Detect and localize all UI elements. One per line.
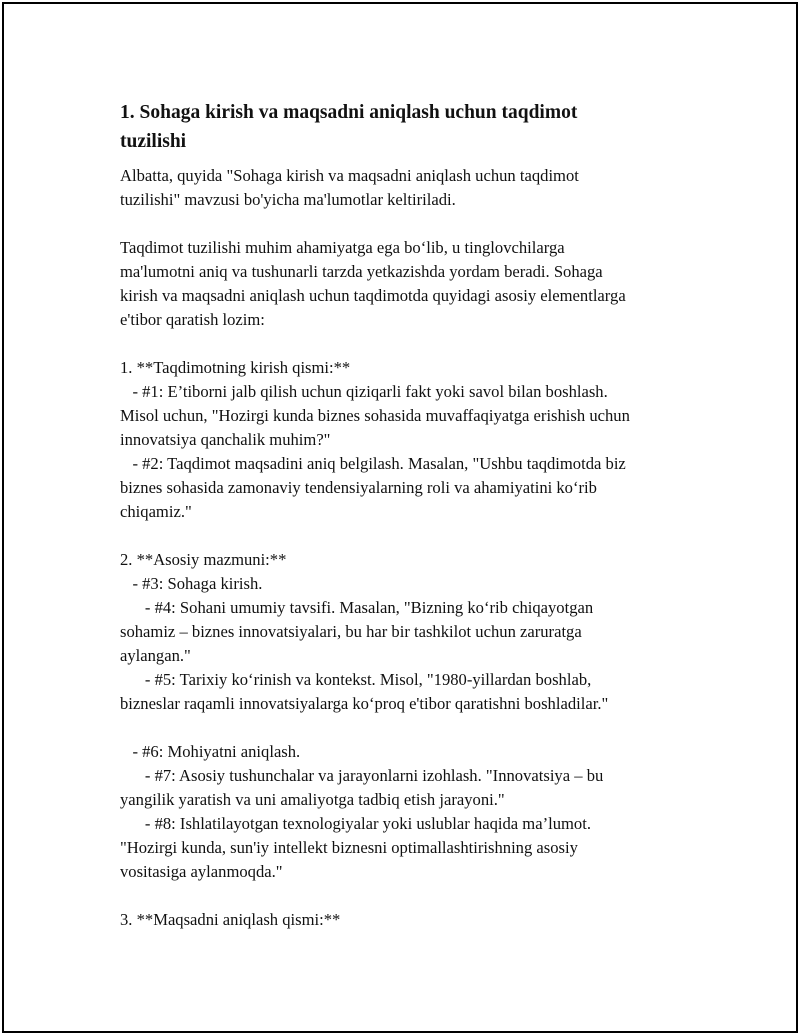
section-main-content	[120, 548, 700, 716]
text-line: - #3: Sohaga kirish.	[120, 574, 263, 593]
text-line: e'tibor qaratish lozim:	[120, 310, 265, 329]
title-line: tuzilishi	[120, 131, 187, 152]
document-page	[2, 2, 798, 1033]
text-line: Albatta, quyida "Sohaga kirish va maqsadni aniqlash uchun taqdimot	[120, 166, 579, 185]
title-line: 1. Sohaga kirish va maqsadni aniqlash uchun taqdimot	[120, 102, 578, 123]
text-line: chiqamiz."	[120, 502, 192, 521]
text-line: - #8: Ishlatilayotgan texnologiyalar yoki uslublar haqida ma’lumot.	[120, 814, 591, 833]
section-heading: 1. **Taqdimotning kirish qismi:**	[120, 358, 351, 377]
text-line: sohamiz – biznes innovatsiyalari, bu har bir tashkilot uchun zaruratga	[120, 622, 582, 641]
text-line: "Hozirgi kunda, sun'iy intellekt biznesni optimallashtirishning asosiy	[120, 838, 578, 857]
text-line: - #4: Sohani umumiy tavsifi. Masalan, "Bizning ko‘rib chiqayotgan	[120, 598, 594, 617]
section-goal	[120, 908, 700, 932]
text-line: biznes sohasida zamonaviy tendensiyalarning roli va ahamiyatini ko‘rib	[120, 478, 597, 497]
section-essence	[120, 740, 700, 884]
text-line: vositasiga aylanmoqda."	[120, 862, 283, 881]
text-line: - #5: Tarixiy ko‘rinish va kontekst. Misol, "1980-yillardan boshlab,	[120, 670, 592, 689]
section-heading: 2. **Asosiy mazmuni:**	[120, 550, 287, 569]
text-line: tuzilishi" mavzusi bo'yicha ma'lumotlar keltiriladi.	[120, 190, 456, 209]
text-line: - #6: Mohiyatni aniqlash.	[120, 742, 301, 761]
text-line: yangilik yaratish va uni amaliyotga tadbiq etish jarayoni."	[120, 790, 505, 809]
structure-paragraph	[120, 236, 700, 332]
text-line: ma'lumotni aniq va tushunarli tarzda yetkazishda yordam beradi. Sohaga	[120, 262, 603, 281]
section-heading: 3. **Maqsadni aniqlash qismi:**	[120, 910, 341, 929]
text-line: Taqdimot tuzilishi muhim ahamiyatga ega bo‘lib, u tinglovchilarga	[120, 238, 565, 257]
text-line: innovatsiya qanchalik muhim?"	[120, 430, 331, 449]
text-line: - #2: Taqdimot maqsadini aniq belgilash. Masalan, "Ushbu taqdimotda biz	[120, 454, 626, 473]
intro-paragraph	[120, 164, 700, 212]
text-line: kirish va maqsadni aniqlash uchun taqdimotda quyidagi asosiy elementlarga	[120, 286, 626, 305]
text-line: bizneslar raqamli innovatsiyalarga ko‘proq e'tibor qaratishni boshladilar."	[120, 694, 609, 713]
text-line: Misol uchun, "Hozirgi kunda biznes sohasida muvaffaqiyatga erishish uchun	[120, 406, 630, 425]
document-title	[120, 98, 700, 156]
section-introduction	[120, 356, 700, 524]
text-line: - #1: E’tiborni jalb qilish uchun qiziqarli fakt yoki savol bilan boshlash.	[120, 382, 608, 401]
document-content	[120, 98, 700, 932]
text-line: - #7: Asosiy tushunchalar va jarayonlarni izohlash. "Innovatsiya – bu	[120, 766, 604, 785]
text-line: aylangan."	[120, 646, 191, 665]
